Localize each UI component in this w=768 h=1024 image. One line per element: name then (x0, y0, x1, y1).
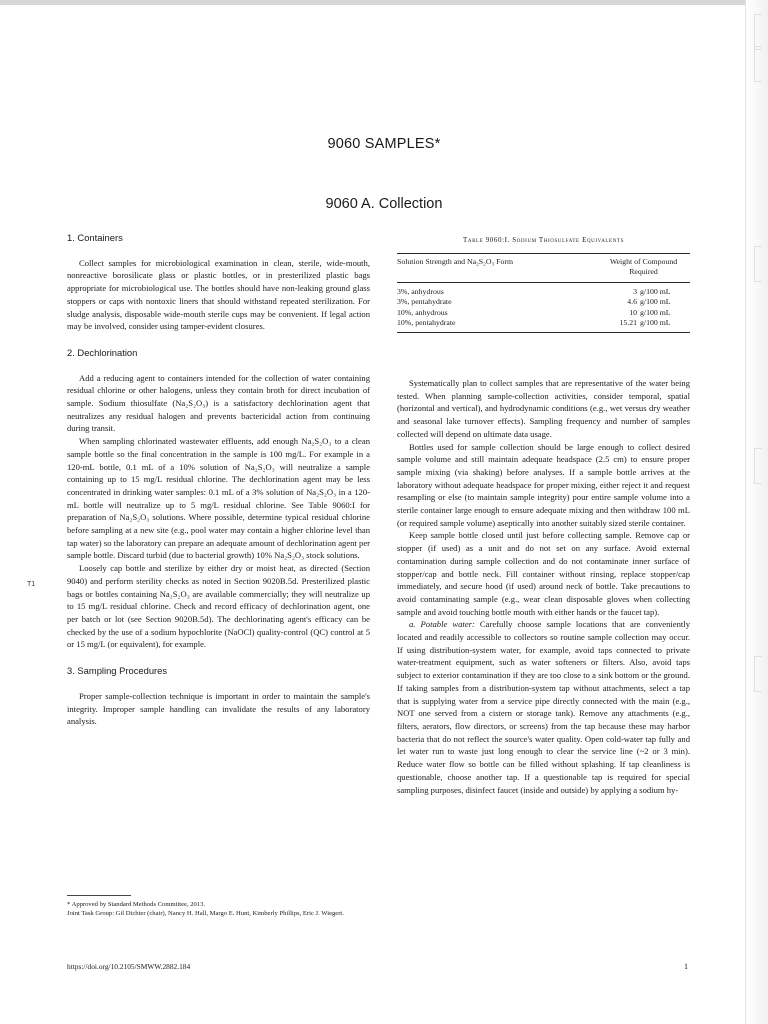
potable-water-text: Carefully choose sample locations that are conveniently located and readily accessible to collectors so routine sample collection may occur. If using distribution-system water, for example, avoid taps connected to private water-treatment equipment, such as water softeners or filters. Also, avoid taps subject to exterior contamination if they are too close to a sink bottom or the ground. If taking samples from a distribution-system tap without attachments, select a tap that is supplying water from a service pipe directly connected with the main (e.g., NOT one served from a cistern or storage tank). Remove any attachments (e.g., filters, aerators, flow directors, or screens) from the tap because these may harbor bacteria that do not reflect the source's water quality. Open cold-water tap fully and let water run to waste just long enough to clear the service line (~2 or 3 min). Reduce water flow so bottle can be filled without splashing. If tap cleanliness is questionable, choose another tap. If a questionable tap is required for special sampling purposes, disinfect faucet (inside and outside) by applying a sodium hy- (397, 619, 690, 795)
page-number: 1 (684, 962, 688, 971)
table-cell-unit: g/100 mL (640, 318, 671, 328)
sampling-paragraph: Proper sample-collection technique is important in order to maintain the sample's integrity. Improper sample handling can invalidate the results of any laboratory analysis. (67, 690, 370, 727)
section-title: 9060 A. Collection (325, 196, 443, 212)
table-header-row (397, 254, 690, 283)
dechlorination-paragraph: Add a reducing agent to containers intended for the collection of water containing residual chlorine or other halogens, unless they contain broth for direct incubation of sample. Sodium thiosulfate (Na₂S₂O₃) is a satisfactory dechlorination agent that neutralizes any residual halogen and prevents bactericidal action from continuing during transit. (67, 372, 370, 434)
potable-water-label: a. Potable water: (409, 619, 475, 630)
table-cell-amount: 4.6 (627, 297, 637, 307)
sampling-heading: 3. Sampling Procedures (67, 665, 168, 677)
footnote-approval: * Approved by Standard Methods Committee, 2013. (67, 901, 206, 908)
body-paragraph: Systematically plan to collect samples that are representative of the water being tested. When planning sample-collection activities, consider temporal, spatial (horizontal and vertical), and hydrodynamic conditions (e.g., wet versus dry weather and seasonal lake turnover effects). Sampling frequency and number of samples collected will depend on ultimate data usage. (397, 378, 690, 439)
body-paragraph: Keep sample bottle closed until just before collecting sample. Remove cap or stopper (if used) as a unit and do not set on any surface. Avoid external contamination during sample collection and do not contaminate inner surface of stopper/cap and bottle neck. Fill container without rinsing, replace stopper/cap immediately, and secure hood (if used) around neck of bottle. Take precautions to avoid contaminating sample (e.g., wear clean disposable gloves when collecting sample and avoid touching bottle mouth with either hands or the faucet tap). (397, 530, 690, 617)
dechlorination-paragraph: When sampling chlorinated wastewater effluents, add enough Na₂S₂O₃ to a clean sample bottle so the final concentration in the sample is 100 mg/L. For example in a 120-mL bottle, 0.1 mL of a 10% solution of Na₂S₂O₃ will neutralize a sample containing up to 15 mg/L residual chlorine. The dechlorination agent may be less concentrated in drinking water samples: 0.1 mL of a 3% solution of Na₂S₂O₃ in a 120-mL bottle will neutralize up to 5 mg/L residual chlorine. See Table 9060:I for preparation of Na₂S₂O₃ solutions. Where possible, determine typical residual chlorine before sampling at a new site (e.g., pool water may contain a higher chlorine level than tap water) so the laboratory can prepare an adequate amount of dechlorination agent per sample bottle. Discard turbid (due to bacterial growth) 10% Na₂S₂O₃ stock solutions. (67, 436, 370, 561)
left-column (67, 232, 370, 728)
table-cell-unit: g/100 mL (640, 307, 671, 317)
table-cell-form: 10%, anhydrous (397, 307, 448, 317)
table-cell-amount: 10 (629, 307, 637, 317)
table-cell-unit: g/100 mL (640, 286, 671, 296)
table-row (397, 297, 690, 307)
table-cell-form: 10%, pentahydrate (397, 318, 456, 328)
table-cell-unit: g/100 mL (640, 297, 671, 307)
table-row (397, 318, 690, 333)
potable-water-paragraph (397, 618, 690, 796)
edge-mark (754, 448, 762, 484)
table-cell-form: 3%, pentahydrate (397, 297, 452, 307)
page-title: 9060 SAMPLES* (327, 136, 441, 152)
edge-mark (754, 656, 762, 692)
dechlorination-heading: 2. Dechlorination (67, 346, 138, 358)
footnote-rule (67, 895, 131, 896)
margin-marker: T1 (27, 581, 36, 588)
doi-link[interactable]: https://doi.org/10.2105/SMWW.2882.184 (67, 962, 191, 971)
right-column (397, 377, 690, 796)
edge-mark (754, 14, 762, 50)
containers-heading: 1. Containers (67, 232, 123, 243)
page-right-edge (745, 0, 768, 1024)
footnote-task-group: Joint Task Group: Gil Dichter (chair), Nancy H. Hall, Margo E. Hunt, Kimberly Phillips, Eric J. Wiegert. (67, 910, 344, 917)
table-header-weight: Weight of Compound Required (609, 257, 678, 277)
thiosulfate-table-block (397, 236, 690, 333)
table-row (397, 282, 690, 297)
table-header-form: Solution Strength and Na₂S₂O₃ Form (397, 257, 514, 266)
table-cell-amount: 3 (633, 286, 637, 296)
table-row (397, 308, 690, 318)
edge-mark (754, 246, 762, 282)
table-cell-form: 3%, anhydrous (397, 286, 444, 296)
page-top-edge (0, 0, 768, 5)
containers-paragraph: Collect samples for microbiological examination in clean, sterile, wide-mouth, nonreactive borosilicate glass or plastic bottles, or in presterilized plastic bags appropriate for microbiological use. The bottles should have non-leaking ground glass stoppers or caps with nontoxic liners that should withstand repeated sterilization. For sludge analysis, disposable wide-mouth sterile cups may be convenient. If legal action may be involved, consider using tamper-evident closures. (67, 257, 370, 332)
body-paragraph: Bottles used for sample collection should be large enough to collect desired sample volume and still maintain adequate headspace (2.5 cm) to ensure proper sample mixing (via shaking) before analyses. If a sample bottle arrives at the laboratory without adequate headspace for proper mixing, either reject it and request resampling or else (to maintain sample integrity) pour entire sample volume into a sterile container large enough to ensure adequate mixing and then withdraw 100 mL (or required sample volume) aseptically into another suitably sized sterile container. (397, 441, 690, 528)
table-cell-amount: 15.21 (619, 318, 637, 328)
table-title: Table 9060:I. Sodium Thiosulfate Equivalents (463, 236, 624, 244)
thiosulfate-table (397, 253, 690, 333)
footnote (67, 895, 370, 918)
dechlorination-paragraph: Loosely cap bottle and sterilize by either dry or moist heat, as directed (Section 9040) and perform sterility checks as noted in Section 9020B.5d. Presterilized plastic bags or bottles containing Na₂S₂O₃ are available commercially; they will neutralize up to 15 mg/L residual chlorine. Check and record efficacy of dechlorination agent, one per batch or lot (see Section 9020B.5d). The dechlorinating agent's efficacy can be checked by the use of a sodium hypochlorite (NaOCl) quality-control (QC) control at 5 or 15 mg/L (or equivalent), for example. (67, 563, 370, 650)
edge-mark (754, 46, 762, 82)
